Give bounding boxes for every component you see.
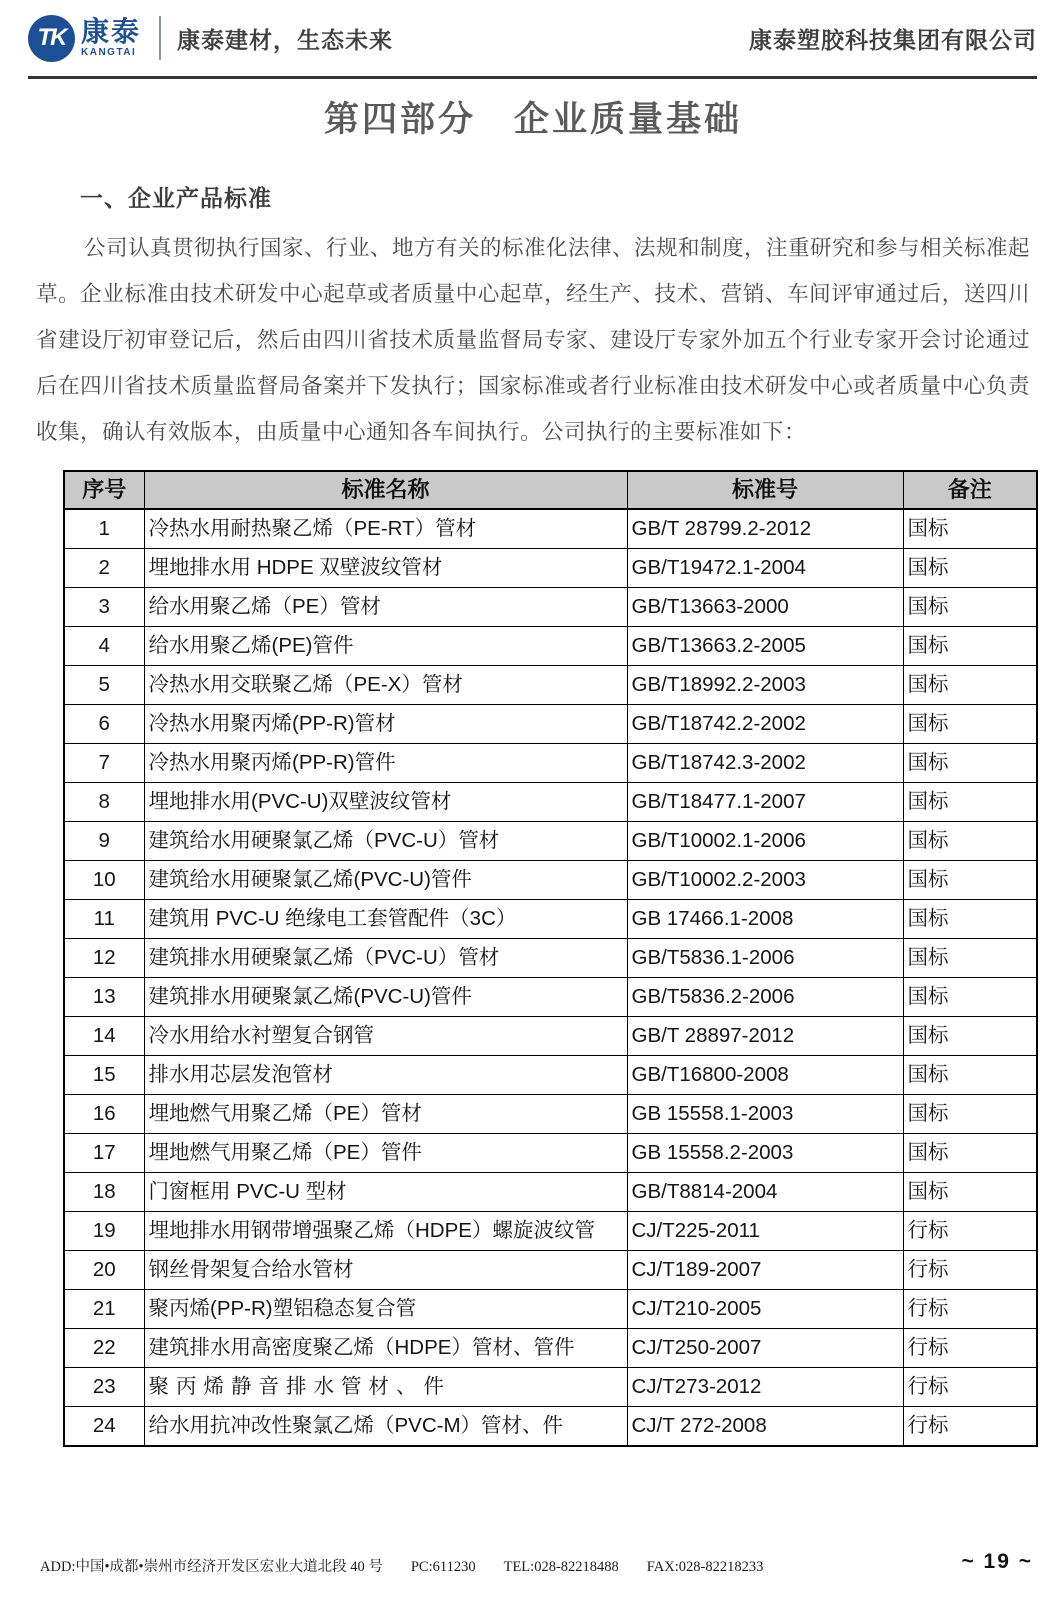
cell-note: 国标 xyxy=(903,705,1037,744)
cell-no: 14 xyxy=(64,1017,144,1056)
cell-no: 18 xyxy=(64,1173,144,1212)
cell-no: 17 xyxy=(64,1134,144,1173)
cell-code: GB/T18742.3-2002 xyxy=(627,744,903,783)
cell-no: 23 xyxy=(64,1368,144,1407)
table-body xyxy=(64,509,1037,1446)
cell-no: 8 xyxy=(64,783,144,822)
cell-code: CJ/T 272-2008 xyxy=(627,1407,903,1447)
table-row xyxy=(64,1407,1037,1447)
company-tagline: 康泰建材，生态未来 xyxy=(177,26,394,53)
table-row xyxy=(64,744,1037,783)
cell-no: 4 xyxy=(64,627,144,666)
cell-no: 21 xyxy=(64,1290,144,1329)
document-title: 第四部分 企业质量基础 xyxy=(323,100,742,139)
cell-no: 2 xyxy=(64,549,144,588)
cell-note: 国标 xyxy=(903,744,1037,783)
logo-brand-en: KANGTAI xyxy=(81,47,137,58)
cell-note: 国标 xyxy=(903,509,1037,549)
kangtai-logo-icon: TK xyxy=(28,15,75,62)
cell-name: 建筑排水用硬聚氯乙烯(PVC-U)管件 xyxy=(144,978,627,1017)
table-row xyxy=(64,588,1037,627)
cell-name: 建筑用 PVC-U 绝缘电工套管配件（3C） xyxy=(144,900,627,939)
footer-fax: FAX:028-82218233 xyxy=(646,1559,764,1575)
table-row xyxy=(64,900,1037,939)
cell-name: 冷水用给水衬塑复合钢管 xyxy=(144,1017,627,1056)
kangtai-logo xyxy=(28,15,141,62)
cell-code: GB 15558.2-2003 xyxy=(627,1134,903,1173)
cell-name: 钢丝骨架复合给水管材 xyxy=(144,1251,627,1290)
cell-name: 埋地排水用 HDPE 双壁波纹管材 xyxy=(144,549,627,588)
cell-code: GB/T10002.2-2003 xyxy=(627,861,903,900)
cell-name: 门窗框用 PVC-U 型材 xyxy=(144,1173,627,1212)
cell-no: 22 xyxy=(64,1329,144,1368)
cell-note: 行标 xyxy=(903,1407,1037,1447)
cell-no: 19 xyxy=(64,1212,144,1251)
cell-note: 国标 xyxy=(903,1173,1037,1212)
cell-code: CJ/T273-2012 xyxy=(627,1368,903,1407)
cell-name: 埋地排水用钢带增强聚乙烯（HDPE）螺旋波纹管 xyxy=(144,1212,627,1251)
table-row xyxy=(64,822,1037,861)
cell-no: 7 xyxy=(64,744,144,783)
footer-tel: TEL:028-82218488 xyxy=(503,1559,619,1575)
cell-name: 排水用芯层发泡管材 xyxy=(144,1056,627,1095)
table-row xyxy=(64,1173,1037,1212)
cell-note: 国标 xyxy=(903,1017,1037,1056)
cell-note: 国标 xyxy=(903,549,1037,588)
cell-code: GB/T 28799.2-2012 xyxy=(627,509,903,549)
cell-code: CJ/T250-2007 xyxy=(627,1329,903,1368)
cell-code: GB/T13663-2000 xyxy=(627,588,903,627)
page-content xyxy=(36,82,1030,1447)
col-header-code: 标准号 xyxy=(627,471,903,509)
cell-name: 聚丙烯(PP-R)塑铝稳态复合管 xyxy=(144,1290,627,1329)
table-row xyxy=(64,1134,1037,1173)
table-row xyxy=(64,1017,1037,1056)
table-row xyxy=(64,666,1037,705)
cell-no: 3 xyxy=(64,588,144,627)
cell-note: 国标 xyxy=(903,822,1037,861)
cell-note: 国标 xyxy=(903,588,1037,627)
table-header xyxy=(64,471,1037,509)
cell-name: 埋地排水用(PVC-U)双壁波纹管材 xyxy=(144,783,627,822)
cell-note: 行标 xyxy=(903,1368,1037,1407)
cell-note: 行标 xyxy=(903,1290,1037,1329)
cell-no: 11 xyxy=(64,900,144,939)
cell-note: 国标 xyxy=(903,1056,1037,1095)
cell-name: 聚丙烯静音排水管材、件 xyxy=(144,1368,627,1407)
table-row xyxy=(64,549,1037,588)
cell-note: 国标 xyxy=(903,627,1037,666)
table-header-row xyxy=(64,471,1037,509)
footer-contact-line xyxy=(40,1555,763,1576)
cell-code: GB/T5836.1-2006 xyxy=(627,939,903,978)
cell-name: 埋地燃气用聚乙烯（PE）管材 xyxy=(144,1095,627,1134)
cell-no: 16 xyxy=(64,1095,144,1134)
page-number: ~ 19 ~ xyxy=(961,1550,1033,1573)
cell-no: 15 xyxy=(64,1056,144,1095)
col-header-name: 标准名称 xyxy=(144,471,627,509)
cell-name: 建筑排水用高密度聚乙烯（HDPE）管材、管件 xyxy=(144,1329,627,1368)
cell-code: GB/T16800-2008 xyxy=(627,1056,903,1095)
cell-name: 建筑给水用硬聚氯乙烯（PVC-U）管材 xyxy=(144,822,627,861)
cell-name: 给水用聚乙烯(PE)管件 xyxy=(144,627,627,666)
cell-name: 建筑排水用硬聚氯乙烯（PVC-U）管材 xyxy=(144,939,627,978)
cell-note: 行标 xyxy=(903,1212,1037,1251)
table-row xyxy=(64,1251,1037,1290)
section-heading: 一、企业产品标准 xyxy=(80,185,272,211)
col-header-no: 序号 xyxy=(64,471,144,509)
cell-code: CJ/T210-2005 xyxy=(627,1290,903,1329)
cell-name: 埋地燃气用聚乙烯（PE）管件 xyxy=(144,1134,627,1173)
col-header-note: 备注 xyxy=(903,471,1037,509)
cell-code: GB/T8814-2004 xyxy=(627,1173,903,1212)
table-row xyxy=(64,1290,1037,1329)
cell-code: CJ/T189-2007 xyxy=(627,1251,903,1290)
cell-name: 冷热水用聚丙烯(PP-R)管材 xyxy=(144,705,627,744)
cell-name: 建筑给水用硬聚氯乙烯(PVC-U)管件 xyxy=(144,861,627,900)
cell-code: GB/T10002.1-2006 xyxy=(627,822,903,861)
table-row xyxy=(64,1212,1037,1251)
cell-name: 给水用聚乙烯（PE）管材 xyxy=(144,588,627,627)
cell-no: 13 xyxy=(64,978,144,1017)
logo-wordmark xyxy=(81,18,141,58)
cell-name: 冷热水用聚丙烯(PP-R)管件 xyxy=(144,744,627,783)
cell-note: 国标 xyxy=(903,900,1037,939)
cell-code: GB/T18477.1-2007 xyxy=(627,783,903,822)
cell-note: 国标 xyxy=(903,978,1037,1017)
cell-note: 国标 xyxy=(903,666,1037,705)
cell-code: GB/T18992.2-2003 xyxy=(627,666,903,705)
cell-no: 6 xyxy=(64,705,144,744)
cell-name: 给水用抗冲改性聚氯乙烯（PVC-M）管材、件 xyxy=(144,1407,627,1447)
table-row xyxy=(64,509,1037,549)
logo-brand-cn: 康泰 xyxy=(81,16,142,47)
cell-code: GB 17466.1-2008 xyxy=(627,900,903,939)
cell-no: 10 xyxy=(64,861,144,900)
table-row xyxy=(64,627,1037,666)
cell-code: GB/T5836.2-2006 xyxy=(627,978,903,1017)
cell-note: 行标 xyxy=(903,1251,1037,1290)
cell-code: GB/T18742.2-2002 xyxy=(627,705,903,744)
cell-code: GB 15558.1-2003 xyxy=(627,1095,903,1134)
section-paragraph: 公司认真贯彻执行国家、行业、地方有关的标准化法律、法规和制度，注重研究和参与相关标准起草。企业标准由技术研发中心起草或者质量中心起草，经生产、技术、营销、车间评审通过后，送四川省建设厅初审登记后，然后由四川省技术质量监督局专家、建设厅专家外加五个行业专家开会讨论通过后在四川省技术质量监督局备案并下发执行；国家标准或者行业标准由技术研发中心或者质量中心负责收集，确认有效版本，由质量中心通知各车间执行。公司执行的主要标准如下： xyxy=(36,236,1031,444)
company-name: 康泰塑胶科技集团有限公司 xyxy=(749,26,1037,53)
cell-no: 24 xyxy=(64,1407,144,1447)
footer-address: ADD:中国•成都•崇州市经济开发区宏业大道北段 40 号 xyxy=(40,1559,383,1575)
cell-name: 冷热水用耐热聚乙烯（PE-RT）管材 xyxy=(144,509,627,549)
header-divider xyxy=(159,16,161,60)
table-row xyxy=(64,1095,1037,1134)
cell-no: 5 xyxy=(64,666,144,705)
cell-note: 国标 xyxy=(903,783,1037,822)
cell-note: 国标 xyxy=(903,861,1037,900)
table-row xyxy=(64,978,1037,1017)
cell-code: GB/T 28897-2012 xyxy=(627,1017,903,1056)
cell-name: 冷热水用交联聚乙烯（PE-X）管材 xyxy=(144,666,627,705)
cell-code: GB/T13663.2-2005 xyxy=(627,627,903,666)
table-row xyxy=(64,1056,1037,1095)
table-row xyxy=(64,861,1037,900)
cell-no: 12 xyxy=(64,939,144,978)
cell-note: 国标 xyxy=(903,1095,1037,1134)
table-row xyxy=(64,783,1037,822)
cell-note: 国标 xyxy=(903,939,1037,978)
cell-no: 20 xyxy=(64,1251,144,1290)
table-row xyxy=(64,1329,1037,1368)
table-row xyxy=(64,939,1037,978)
cell-no: 9 xyxy=(64,822,144,861)
table-row xyxy=(64,705,1037,744)
cell-note: 行标 xyxy=(903,1329,1037,1368)
footer-postcode: PC:611230 xyxy=(410,1559,476,1575)
cell-code: GB/T19472.1-2004 xyxy=(627,549,903,588)
table-row xyxy=(64,1368,1037,1407)
page-header xyxy=(28,0,1037,79)
cell-code: CJ/T225-2011 xyxy=(627,1212,903,1251)
cell-note: 国标 xyxy=(903,1134,1037,1173)
standards-table xyxy=(63,470,1038,1447)
cell-no: 1 xyxy=(64,509,144,549)
